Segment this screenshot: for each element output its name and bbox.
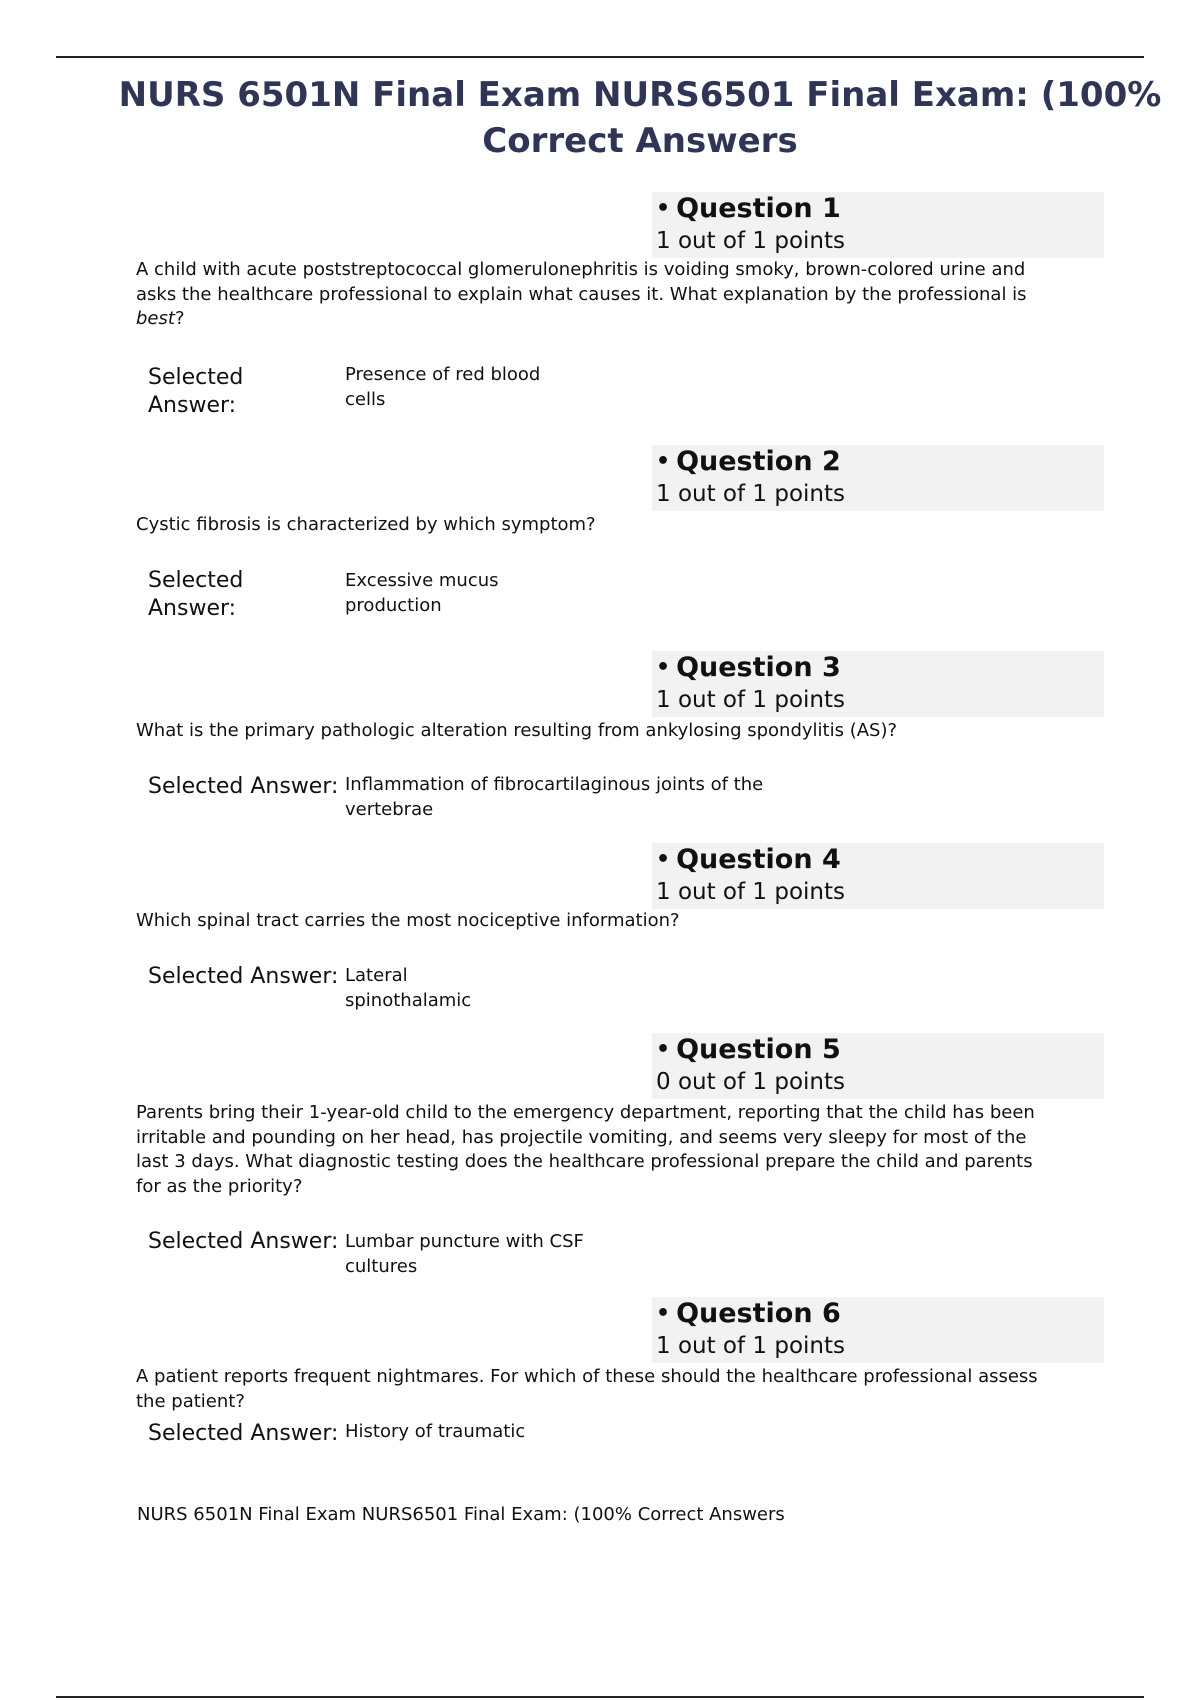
question-1-title: • Question 1 — [656, 193, 841, 224]
question-3-points: 1 out of 1 points — [656, 687, 845, 713]
question-3-header — [652, 651, 1104, 717]
question-6-points: 1 out of 1 points — [656, 1333, 845, 1359]
bullet-icon: • — [656, 847, 671, 872]
question-6-title: • Question 6 — [656, 1298, 841, 1329]
question-6-text: A patient reports frequent nightmares. For which of these should the healthcare professional assess the patient? — [136, 1366, 1038, 1412]
question-1-points: 1 out of 1 points — [656, 228, 845, 254]
question-1-header — [652, 192, 1104, 258]
question-2-selected-answer: Excessive mucus production — [345, 570, 499, 616]
question-2-header — [652, 445, 1104, 511]
question-4-selected-answer: Lateral spinothalamic — [345, 965, 472, 1011]
question-4-selected-label: Selected Answer: — [148, 964, 339, 989]
bullet-icon: • — [656, 655, 671, 680]
bullet-icon: • — [656, 1301, 671, 1326]
bullet-icon: • — [656, 449, 671, 474]
question-1-text: A child with acute poststreptococcal glomerulonephritis is voiding smoky, brown-colored urine and asks the healthcare professional to explain what causes it. What explanation by the professional is best? — [136, 259, 1027, 329]
question-4-title: • Question 4 — [656, 844, 841, 875]
question-6-selected-label: Selected Answer: — [148, 1421, 339, 1446]
question-2-points: 1 out of 1 points — [656, 481, 845, 507]
question-3-title: • Question 3 — [656, 652, 841, 683]
question-3-text: What is the primary pathologic alteration resulting from ankylosing spondylitis (AS)? — [136, 720, 898, 741]
question-5-selected-label: Selected Answer: — [148, 1229, 339, 1254]
question-6-selected-answer: History of traumatic — [345, 1421, 526, 1442]
question-5-title: • Question 5 — [656, 1034, 841, 1065]
question-3-selected-answer: Inflammation of fibrocartilaginous joints of the vertebrae — [345, 774, 764, 820]
question-2-selected-label: Selected Answer: — [148, 568, 244, 621]
question-2-title: • Question 2 — [656, 446, 841, 477]
bullet-icon: • — [656, 196, 671, 221]
question-6-header — [652, 1297, 1104, 1363]
question-4-text: Which spinal tract carries the most nociceptive information? — [136, 910, 680, 931]
question-5-selected-answer: Lumbar puncture with CSF cultures — [345, 1231, 584, 1277]
question-1-selected-label: Selected Answer: — [148, 365, 244, 418]
bottom-divider — [56, 1696, 1144, 1698]
question-5-header — [652, 1033, 1104, 1099]
question-5-points: 0 out of 1 points — [656, 1069, 845, 1095]
top-divider — [56, 56, 1144, 58]
question-1-selected-answer: Presence of red blood cells — [345, 364, 541, 410]
question-2-text: Cystic fibrosis is characterized by which symptom? — [136, 514, 596, 535]
question-5-text: Parents bring their 1-year-old child to the emergency department, reporting that the child has been irritable and pounding on her head, has projectile vomiting, and seems very sleepy for most of the last 3 days. What diagnostic testing does the healthcare professional prepare the child and parents for as the priority? — [136, 1102, 1035, 1197]
bullet-icon: • — [656, 1037, 671, 1062]
page-title: NURS 6501N Final Exam NURS6501 Final Exam: (100% Correct Answers — [118, 75, 1162, 161]
question-3-selected-label: Selected Answer: — [148, 774, 339, 799]
question-4-header — [652, 843, 1104, 909]
page-footer: NURS 6501N Final Exam NURS6501 Final Exam: (100% Correct Answers — [137, 1504, 785, 1525]
question-4-points: 1 out of 1 points — [656, 879, 845, 905]
